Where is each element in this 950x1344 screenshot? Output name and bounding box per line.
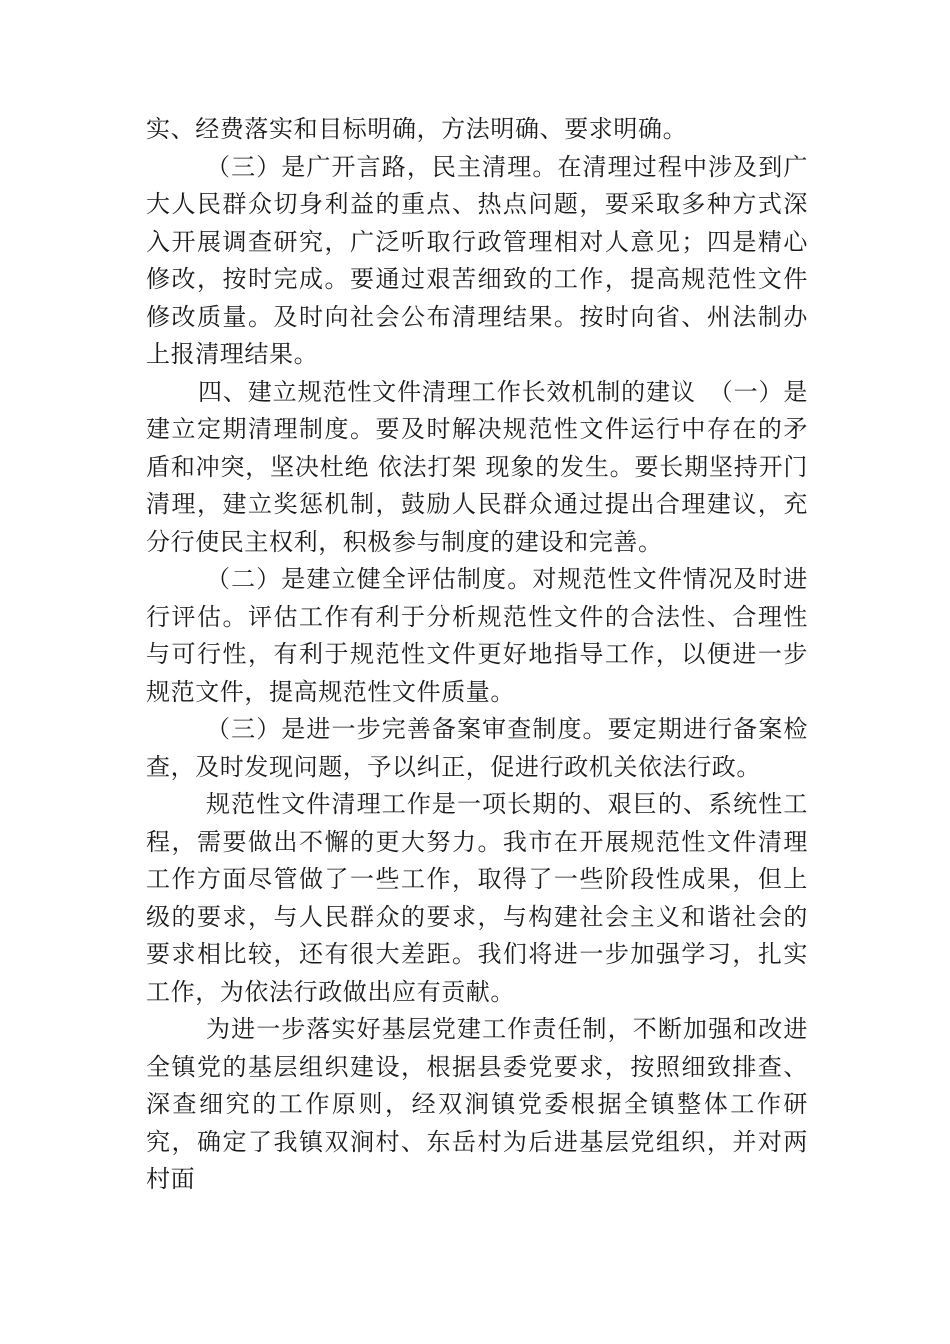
paragraph-party-building: 为进一步落实好基层党建工作责任制，不断加强和改进全镇党的基层组织建设，根据县委党要求，按照细致排查、深查细究的工作原则，经双涧镇党委根据全镇整体工作研究，确定了我镇双涧村、东岳村为后进基层党组织，并对两村面: [146, 1015, 808, 1193]
paragraph-continuation: 实、经费落实和目标明确，方法明确、要求明确。: [146, 115, 688, 143]
paragraph-filing-review: （三）是进一步完善备案审查制度。要定期进行备案检查，及时发现问题，予以纠正，促进行政机关依法行政。: [146, 715, 808, 781]
paragraph-section-four: 四、建立规范性文件清理工作长效机制的建议 （一）是建立定期清理制度。要及时解决规范性文件运行中存在的矛盾和冲突，坚决杜绝 依法打架 现象的发生。要长期坚持开门清理，建立奖惩机制，鼓励人民群众通过提出合理建议，充分行使民主权利，积极参与制度的建设和完善。: [146, 377, 808, 556]
paragraph-democratic-review: （三）是广开言路，民主清理。在清理过程中涉及到广大人民群众切身利益的重点、热点问题，要采取多种方式深入开展调查研究，广泛听取行政管理相对人意见；四是精心修改，按时完成。要通过艰苦细致的工作，提高规范性文件修改质量。及时向社会公布清理结果。按时向省、州法制办上报清理结果。: [146, 152, 808, 368]
paragraph-evaluation-system: （二）是建立健全评估制度。对规范性文件情况及时进行评估。评估工作有利于分析规范性文件的合法性、合理性与可行性，有利于规范性文件更好地指导工作，以便进一步规范文件，提高规范性文件质量。: [146, 565, 808, 706]
document-body: [146, 111, 808, 1199]
paragraph-conclusion: 规范性文件清理工作是一项长期的、艰巨的、系统性工程，需要做出不懈的更大努力。我市在开展规范性文件清理工作方面尽管做了一些工作，取得了一些阶段性成果，但上级的要求，与人民群众的要求，与构建社会主义和谐社会的要求相比较，还有很大差距。我们将进一步加强学习，扎实工作，为依法行政做出应有贡献。: [146, 790, 808, 1006]
